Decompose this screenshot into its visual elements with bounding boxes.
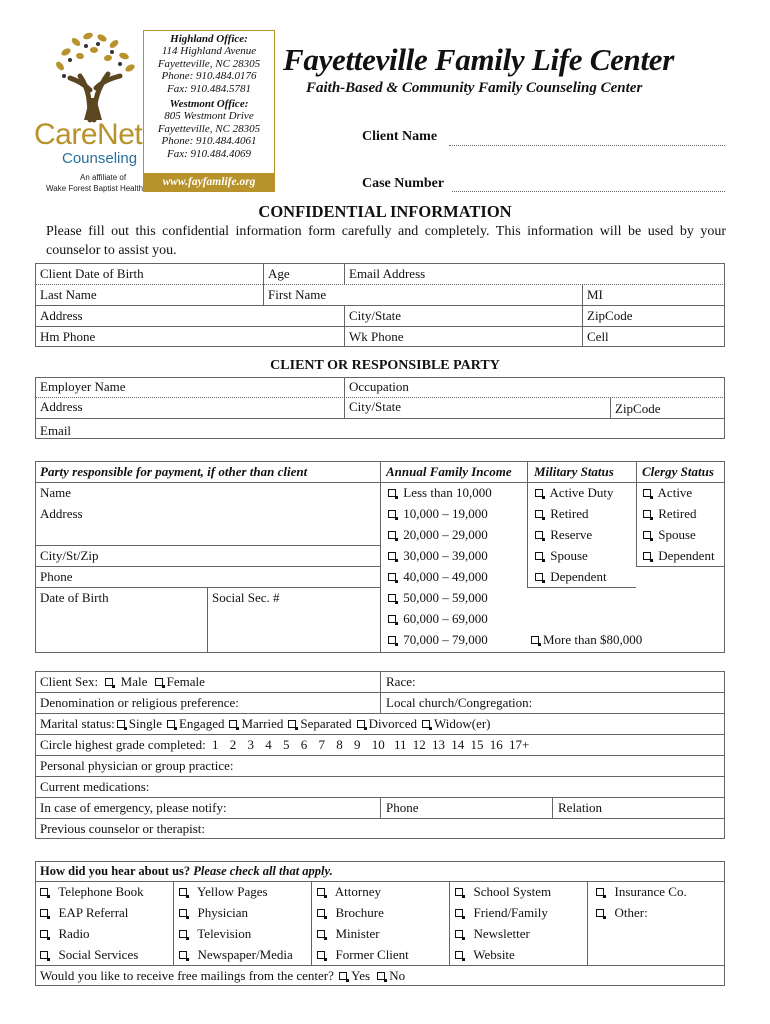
checkbox-icon[interactable] (596, 909, 604, 917)
checkbox-icon[interactable] (388, 594, 396, 602)
checkbox-icon[interactable] (40, 951, 48, 959)
payer-address-field[interactable]: Address (40, 506, 83, 521)
marital-option[interactable]: Single (128, 716, 162, 731)
client-name-label: Client Name (362, 129, 438, 144)
grade-option[interactable]: 3 (247, 737, 254, 752)
grade-option[interactable]: 7 (318, 737, 325, 752)
referral-heading: How did you hear about us? Please check all that apply. (40, 864, 333, 878)
marital-option[interactable]: Divorced (368, 716, 417, 731)
checkbox-icon[interactable] (643, 510, 651, 518)
logo-affiliate-2: Wake Forest Baptist Health (46, 184, 144, 193)
payer-name-field[interactable]: Name (40, 485, 72, 500)
first-name-field[interactable]: First Name (268, 287, 327, 302)
mailing-no[interactable]: No (389, 968, 406, 983)
email-field[interactable]: Email Address (349, 266, 426, 281)
referral-option[interactable]: Social Services (40, 947, 138, 963)
grade-row (40, 737, 529, 753)
grade-option[interactable]: 13 (431, 737, 445, 752)
checkbox-icon[interactable] (339, 972, 347, 980)
westmont-line-3: Phone: 910.484.4061 (161, 135, 257, 147)
clergy-heading: Clergy Status (642, 464, 714, 479)
referral-option[interactable]: Newspaper/Media (179, 947, 293, 963)
referral-option[interactable]: Website (455, 947, 515, 963)
marital-label: Marital status: (40, 716, 115, 731)
grade-option[interactable]: 4 (265, 737, 272, 752)
income-option-more[interactable]: More than $80,000 (531, 632, 642, 648)
referral-option[interactable]: School System (455, 884, 551, 900)
highland-line-4: Fax: 910.484.5781 (166, 82, 251, 95)
checkbox-icon[interactable] (388, 573, 396, 581)
westmont-line-4: Fax: 910.484.4069 (166, 147, 251, 160)
church-field[interactable]: Local church/Congregation: (386, 695, 533, 710)
payer-dob-field[interactable]: Date of Birth (40, 590, 109, 605)
page-subtitle: Faith-Based & Community Family Counseling Center (306, 80, 643, 96)
westmont-title: Westmont Office: (169, 98, 249, 110)
referral-option[interactable]: Television (179, 926, 251, 942)
resp-address-field[interactable]: Address (40, 399, 83, 414)
female-option[interactable]: Female (166, 674, 205, 689)
logo-sub: Counseling (62, 150, 138, 167)
grade-option[interactable]: 8 (336, 737, 343, 752)
referral-option[interactable]: Former Client (317, 947, 409, 963)
office-box (143, 30, 275, 192)
checkbox-icon[interactable] (535, 510, 543, 518)
referral-option[interactable]: Other: (596, 905, 648, 921)
mi-field[interactable]: MI (587, 287, 603, 302)
referral-option[interactable]: Telephone Book (40, 884, 144, 900)
grade-option[interactable]: 2 (229, 737, 237, 752)
checkbox-icon[interactable] (357, 720, 365, 728)
party-responsible-label: Party responsible for payment, if other than client (40, 464, 308, 479)
logo-affiliate-1: An affiliate of (80, 173, 127, 182)
emergency-phone-field[interactable]: Phone (386, 800, 419, 815)
grade-option[interactable]: 17+ (508, 737, 530, 752)
physician-field[interactable]: Personal physician or group practice: (40, 758, 234, 773)
referral-option[interactable]: Friend/Family (455, 905, 548, 921)
resp-city-state-field[interactable]: City/State (349, 399, 401, 414)
referral-option[interactable]: EAP Referral (40, 905, 128, 921)
zip-field[interactable]: ZipCode (587, 308, 633, 323)
marital-option[interactable]: Widow(er) (433, 716, 491, 731)
clergy-option[interactable]: Retired (643, 506, 697, 522)
checkbox-icon[interactable] (535, 531, 543, 539)
previous-counselor-field[interactable]: Previous counselor or therapist: (40, 821, 205, 836)
westmont-line-1: 805 Westmont Drive (164, 110, 254, 122)
denomination-field[interactable]: Denomination or religious preference: (40, 695, 239, 710)
income-option[interactable]: 40,000 – 49,000 (388, 569, 488, 585)
checkbox-icon[interactable] (388, 510, 396, 518)
referral-option[interactable]: Radio (40, 926, 90, 942)
home-phone-field[interactable]: Hm Phone (40, 329, 96, 344)
resp-zip-field[interactable]: ZipCode (615, 401, 661, 416)
grade-option[interactable]: 14 (451, 737, 465, 752)
confidential-intro: Please fill out this confidential information form carefully and completely. This information will be used by your counselor to assist you. (46, 224, 726, 258)
medications-field[interactable]: Current medications: (40, 779, 150, 794)
logo-brand: CareNet (34, 118, 143, 151)
page-title: Fayetteville Family Life Center (283, 42, 675, 77)
checkbox-icon[interactable] (531, 636, 539, 644)
payer-phone-field[interactable]: Phone (40, 569, 73, 584)
military-option[interactable]: Spouse (535, 548, 588, 564)
checkbox-icon[interactable] (155, 678, 163, 686)
employer-field[interactable]: Employer Name (40, 379, 126, 394)
westmont-line-2: Fayetteville, NC 28305 (157, 122, 261, 135)
checkbox-icon[interactable] (317, 951, 325, 959)
referral-option[interactable]: Minister (317, 926, 380, 942)
grade-option[interactable]: 16 (489, 737, 503, 752)
referral-option[interactable]: Attorney (317, 884, 381, 900)
grade-option[interactable]: 15 (470, 737, 484, 752)
carenet-logo (30, 28, 145, 196)
address-field[interactable]: Address (40, 308, 83, 323)
referral-option[interactable]: Insurance Co. (596, 884, 687, 900)
income-option[interactable]: 70,000 – 79,000 (388, 632, 488, 648)
referral-option[interactable]: Brochure (317, 905, 384, 921)
marital-option[interactable]: Engaged (178, 716, 225, 731)
checkbox-icon[interactable] (643, 552, 651, 560)
income-option[interactable]: 10,000 – 19,000 (388, 506, 488, 522)
military-option[interactable]: Retired (535, 506, 589, 522)
grade-option[interactable]: 1 (211, 737, 219, 752)
checkbox-icon[interactable] (288, 720, 296, 728)
income-option[interactable]: 30,000 – 39,000 (388, 548, 488, 564)
grade-option[interactable]: 5 (282, 737, 290, 752)
client-name-field[interactable] (449, 145, 725, 146)
checkbox-icon[interactable] (596, 888, 604, 896)
checkbox-icon[interactable] (117, 720, 125, 728)
income-option[interactable]: 20,000 – 29,000 (388, 527, 488, 543)
client-sex-label: Client Sex: (40, 674, 99, 689)
checkbox-icon[interactable] (455, 909, 463, 917)
last-name-field[interactable]: Last Name (40, 287, 97, 302)
case-number-field[interactable] (452, 191, 725, 192)
income-option[interactable]: Less than 10,000 (388, 485, 492, 501)
checkbox-icon[interactable] (422, 720, 430, 728)
resp-email-field[interactable]: Email (40, 423, 72, 438)
grade-option[interactable]: 10 (371, 737, 385, 752)
payer-ssn-field[interactable]: Social Sec. # (212, 590, 280, 605)
checkbox-icon[interactable] (388, 552, 396, 560)
checkbox-icon[interactable] (535, 573, 543, 581)
emergency-relation-field[interactable]: Relation (558, 800, 603, 815)
clergy-option[interactable]: Active (643, 485, 692, 501)
checkbox-icon[interactable] (455, 888, 463, 896)
website-link[interactable]: www.fayfamlife.org (144, 173, 274, 191)
highland-line-1: 114 Highland Avenue (161, 45, 257, 57)
cell-phone-field[interactable]: Cell (587, 329, 609, 344)
mailing-yes[interactable]: Yes (351, 968, 371, 983)
marital-option[interactable]: Married (241, 716, 284, 731)
case-number-label: Case Number (362, 176, 445, 191)
checkbox-icon[interactable] (40, 888, 48, 896)
checkbox-icon[interactable] (643, 489, 651, 497)
checkbox-icon[interactable] (179, 930, 187, 938)
checkbox-icon[interactable] (388, 636, 396, 644)
military-heading: Military Status (534, 464, 614, 479)
checkbox-icon[interactable] (229, 720, 237, 728)
mailing-row (40, 968, 405, 984)
client-sex-row (40, 674, 205, 690)
grade-option[interactable]: 11 (393, 737, 407, 752)
marital-option[interactable]: Separated (300, 716, 352, 731)
checkbox-icon[interactable] (105, 678, 113, 686)
highland-title: Highland Office: (170, 33, 248, 45)
checkbox-icon[interactable] (179, 951, 187, 959)
mailing-question: Would you like to receive free mailings from the center? (40, 968, 334, 983)
payer-city-field[interactable]: City/St/Zip (40, 548, 99, 563)
occupation-field[interactable]: Occupation (349, 379, 409, 394)
military-option[interactable]: Reserve (535, 527, 592, 543)
checkbox-icon[interactable] (643, 531, 651, 539)
grade-label: Circle highest grade completed: (40, 737, 206, 752)
checkbox-icon[interactable] (535, 552, 543, 560)
checkbox-icon[interactable] (167, 720, 175, 728)
checkbox-icon[interactable] (40, 909, 48, 917)
checkbox-icon[interactable] (377, 972, 385, 980)
emergency-field[interactable]: In case of emergency, please notify: (40, 800, 227, 815)
checkbox-icon[interactable] (40, 930, 48, 938)
work-phone-field[interactable]: Wk Phone (349, 329, 404, 344)
clergy-option[interactable]: Spouse (643, 527, 696, 543)
checkbox-icon[interactable] (388, 489, 396, 497)
military-option[interactable]: Dependent (535, 569, 607, 585)
clergy-option[interactable]: Dependent (643, 548, 715, 564)
client-dob-field[interactable]: Client Date of Birth (40, 266, 144, 281)
referral-option[interactable]: Newsletter (455, 926, 530, 942)
checkbox-icon[interactable] (455, 930, 463, 938)
responsible-heading: CLIENT OR RESPONSIBLE PARTY (270, 358, 500, 373)
confidential-heading: CONFIDENTIAL INFORMATION (258, 202, 512, 221)
checkbox-icon[interactable] (388, 531, 396, 539)
checkbox-icon[interactable] (179, 909, 187, 917)
tree-logo-icon (50, 28, 140, 123)
referral-option[interactable]: Physician (179, 905, 248, 921)
income-option[interactable]: 50,000 – 59,000 (388, 590, 488, 606)
military-option[interactable]: Active Duty (535, 485, 613, 501)
grade-option[interactable]: 12 (412, 737, 426, 752)
race-field[interactable]: Race: (386, 674, 416, 689)
grade-option[interactable]: 6 (300, 737, 308, 752)
checkbox-icon[interactable] (535, 489, 543, 497)
age-field[interactable]: Age (268, 266, 290, 281)
income-heading: Annual Family Income (386, 464, 512, 479)
grade-option[interactable]: 9 (353, 737, 361, 752)
checkbox-icon[interactable] (455, 951, 463, 959)
checkbox-icon[interactable] (179, 888, 187, 896)
checkbox-icon[interactable] (317, 930, 325, 938)
highland-line-2: Fayetteville, NC 28305 (157, 57, 261, 70)
checkbox-icon[interactable] (388, 615, 396, 623)
male-option[interactable]: Male (120, 674, 148, 689)
city-state-field[interactable]: City/State (349, 308, 401, 323)
highland-line-3: Phone: 910.484.0176 (161, 70, 257, 82)
checkbox-icon[interactable] (317, 888, 325, 896)
checkbox-icon[interactable] (317, 909, 325, 917)
income-option[interactable]: 60,000 – 69,000 (388, 611, 488, 627)
marital-row (40, 716, 491, 732)
referral-option[interactable]: Yellow Pages (179, 884, 268, 900)
